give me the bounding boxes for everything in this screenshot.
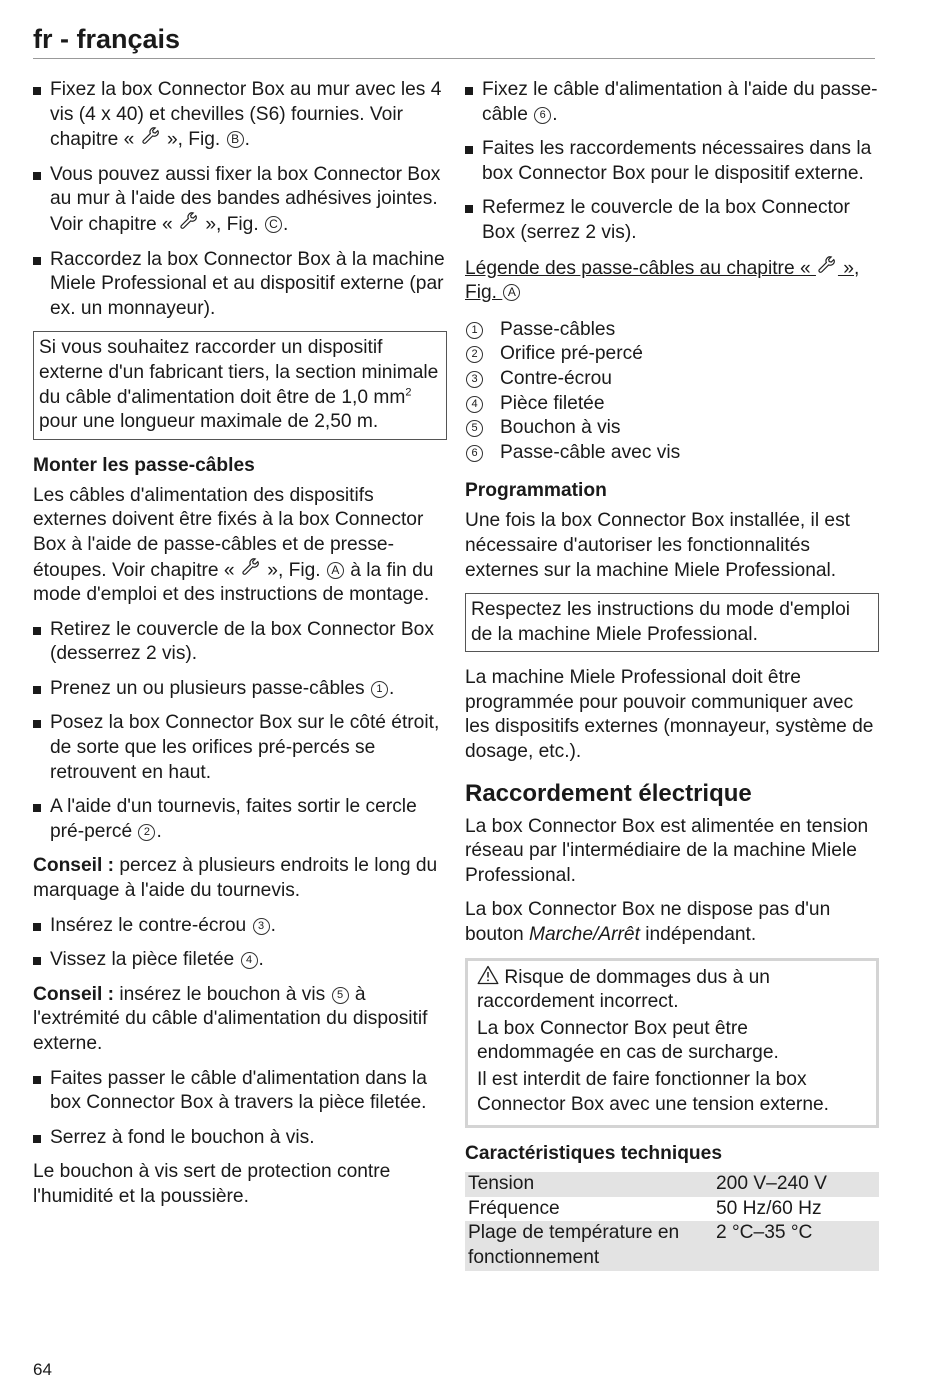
legend-item: 4 Pièce filetée — [465, 392, 879, 417]
list-item: Prenez un ou plusieurs passe-câbles 1 . — [33, 677, 447, 702]
paragraph: Une fois la box Connector Box installée, il est nécessaire d'autoriser les fonctionnalités externes sur la machine Miele Professional. — [465, 510, 851, 581]
table-row: Tension 200 V–240 V — [465, 1172, 879, 1197]
tip-paragraph: Conseil : percez à plusieurs endroits le long du marquage à l'aide du tournevis. — [33, 855, 438, 902]
list-item: A l'aide d'un tournevis, faites sortir le cercle pré-percé 2 . — [33, 795, 447, 844]
warning-box: Risque de dommages dus à un raccordement incorrect. La box Connector Box peut être endommagée en cas de surcharge. Il est interdit de faire fonctionner la box Connector Box avec une tension externe. — [465, 958, 879, 1129]
list-item: Refermez le couvercle de la box Connector Box (serrez 2 vis). — [465, 196, 879, 245]
note-box: Respectez les instructions du mode d'emploi de la machine Miele Professional. — [465, 593, 879, 652]
list-item: Fixez le câble d'alimentation à l'aide du passe-câble 6 . — [465, 78, 879, 127]
paragraph: Le bouchon à vis sert de protection contre l'humidité et la poussière. — [33, 1161, 391, 1207]
bullet-icon — [33, 248, 50, 273]
wrench-icon — [178, 212, 200, 234]
part-number-badge: 2 — [138, 824, 155, 841]
bullet-icon — [33, 1067, 50, 1092]
figure-ref-badge: B — [227, 131, 244, 148]
figure-ref-badge: C — [265, 216, 282, 233]
paragraph: La box Connector Box est alimentée en tension réseau par l'intermédiaire de la machine Miele Professional. — [465, 815, 869, 886]
table-row: Plage de température en fonctionnement 2 °C–35 °C — [465, 1221, 879, 1270]
part-number-badge: 6 — [534, 107, 551, 124]
bullet-icon — [33, 711, 50, 736]
bullet-icon — [465, 78, 482, 103]
bullet-icon — [33, 948, 50, 973]
part-number-badge: 5 — [332, 987, 349, 1004]
section-heading: Caractéristiques techniques — [465, 1143, 722, 1165]
page-number: 64 — [33, 1360, 52, 1379]
list-item: Insérez le contre-écrou 3 . — [33, 914, 447, 939]
legend-item: 6 Passe-câble avec vis — [465, 441, 879, 466]
figure-ref-badge: A — [327, 562, 344, 579]
part-number-badge: 4 — [466, 396, 483, 413]
page-title: fr - français — [33, 24, 181, 54]
figure-ref-badge: A — [503, 284, 520, 301]
part-number-badge: 1 — [466, 322, 483, 339]
paragraph: Les câbles d'alimentation des dispositifs externes doivent être fixés à la box Connector Box à l'aide de passe-câbles et de presse-étoupes. Voir chapitre « », Fig. A à la fin du mode d'emploi et des instructions de montage. — [33, 484, 434, 606]
spec-table — [465, 1172, 879, 1270]
list-item: Raccordez la box Connector Box à la machine Miele Professional et au dispositif externe (par ex. un monnayeur). — [33, 248, 447, 322]
list-item: Serrez à fond le bouchon à vis. — [33, 1126, 447, 1151]
bullet-icon — [33, 618, 50, 643]
bullet-icon — [33, 163, 50, 188]
list-item: Fixez la box Connector Box au mur avec les 4 vis (4 x 40) et chevilles (S6) fournies. Voir chapitre « », Fig. B . — [33, 78, 447, 153]
part-number-badge: 2 — [466, 346, 483, 363]
part-number-badge: 5 — [466, 420, 483, 437]
part-number-badge: 3 — [466, 371, 483, 388]
wrench-icon — [140, 127, 162, 149]
legend-item: 2 Orifice pré-percé — [465, 342, 879, 367]
bullet-icon — [33, 795, 50, 820]
list-item: Faites les raccordements nécessaires dans la box Connector Box pour le dispositif externe. — [465, 137, 879, 186]
wrench-icon — [816, 256, 838, 278]
bullet-icon — [33, 677, 50, 702]
warning-triangle-icon — [477, 965, 499, 985]
note-box: Si vous souhaitez raccorder un dispositif externe d'un fabricant tiers, la section minimale du câble d'alimentation doit être de 1,0 $mm^2$ pour une longueur maximale de 2,50 m. — [33, 331, 447, 439]
paragraph: La box Connector Box ne dispose pas d'un bouton Marche/Arrêt indépendant. — [465, 899, 831, 946]
bullet-icon — [33, 914, 50, 939]
paragraph: La machine Miele Professional doit être programmée pour pouvoir communiquer avec les dispositifs externes (monnayeur, système de dosage, etc.). — [465, 667, 874, 763]
list-item: Posez la box Connector Box sur le côté étroit, de sorte que les orifices pré-percés se retrouvent en haut. — [33, 711, 447, 785]
part-number-badge: 6 — [466, 445, 483, 462]
part-number-badge: 4 — [241, 952, 258, 969]
right-column — [465, 78, 879, 1271]
tip-paragraph: Conseil : insérez le bouchon à vis 5 à l'extrémité du câble d'alimentation du dispositif externe. — [33, 983, 428, 1054]
section-heading: Raccordement électrique — [465, 779, 752, 807]
list-item: Vous pouvez aussi fixer la box Connector Box au mur à l'aide des bandes adhésives jointes. Voir chapitre « », Fig. C . — [33, 163, 447, 238]
legend-item: 5 Bouchon à vis — [465, 416, 879, 441]
wrench-icon — [240, 558, 262, 580]
legend-list — [465, 318, 879, 466]
page-header — [33, 22, 875, 59]
bullet-icon — [465, 137, 482, 162]
bullet-icon — [33, 78, 50, 103]
bullet-icon — [33, 1126, 50, 1151]
section-heading: Monter les passe-câbles — [33, 454, 255, 476]
part-number-badge: 3 — [253, 918, 270, 935]
bullet-icon — [465, 196, 482, 221]
part-number-badge: 1 — [371, 681, 388, 698]
table-row: Fréquence 50 Hz/60 Hz — [468, 1197, 822, 1219]
legend-item: 3 Contre-écrou — [465, 367, 879, 392]
list-item: Retirez le couvercle de la box Connector Box (desserrez 2 vis). — [33, 618, 447, 667]
section-heading: Programmation — [465, 480, 607, 502]
legend-title: Légende des passe-câbles au chapitre « », Fig. A — [465, 257, 860, 304]
legend-item: 1 Passe-câbles — [465, 318, 879, 343]
left-column — [33, 78, 447, 1220]
list-item: Vissez la pièce filetée 4 . — [33, 948, 447, 973]
list-item: Faites passer le câble d'alimentation dans la box Connector Box à travers la pièce filetée. — [33, 1067, 447, 1116]
